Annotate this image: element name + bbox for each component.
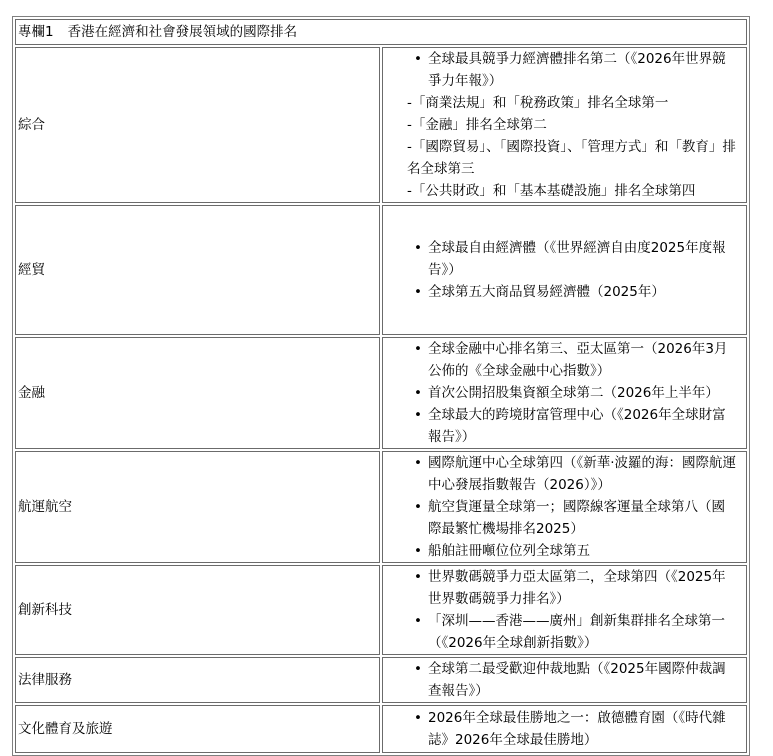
- list-item: [413, 404, 738, 448]
- item-text: -「金融」排名全球第二: [407, 117, 547, 133]
- bullet-icon: •: [414, 284, 422, 300]
- bullet-icon: •: [414, 240, 422, 256]
- list-item: [413, 540, 738, 562]
- list-item: [413, 452, 738, 496]
- bullet-icon: •: [414, 385, 422, 401]
- table-row: [15, 451, 747, 563]
- caption-label: 專欄1: [18, 24, 54, 40]
- list-item: [413, 237, 738, 281]
- category-cell: 創新科技: [15, 565, 380, 655]
- item-text: -「公共財政」和「基本基礎設施」排名全球第四: [407, 183, 696, 199]
- list-item: [407, 92, 738, 114]
- content-cell: [382, 657, 747, 703]
- list-item: [413, 658, 738, 702]
- content-cell: [382, 705, 747, 753]
- list-item: [413, 566, 738, 610]
- bullet-icon: •: [414, 51, 422, 67]
- list-item: [413, 48, 738, 92]
- list-item: [407, 136, 738, 180]
- list-item: [413, 610, 738, 654]
- content-cell: [382, 565, 747, 655]
- category-cell: 航運航空: [15, 451, 380, 563]
- table-row: [15, 337, 747, 449]
- content-cell: [382, 47, 747, 203]
- item-text: 2026年全球最佳勝地之一：啟德體育園（《時代雜誌》2026年全球最佳勝地）: [428, 710, 726, 748]
- item-text: 全球第五大商品貿易經濟體（2025年）: [428, 284, 665, 300]
- bullet-icon: •: [414, 710, 422, 726]
- table-caption: [15, 19, 747, 45]
- category-cell: 文化體育及旅遊: [15, 705, 380, 753]
- item-text: 航空貨運量全球第一；國際線客運量全球第八（國際最繁忙機場排名2025）: [428, 499, 725, 537]
- list-item: [413, 707, 738, 751]
- item-text: 全球金融中心排名第三、亞太區第一（2026年3月公佈的《全球金融中心指數》）: [428, 341, 728, 379]
- table-row: [15, 205, 747, 335]
- bullet-icon: •: [414, 341, 422, 357]
- item-text: 世界數碼競爭力亞太區第二，全球第四（《2025年世界數碼競爭力排名》）: [428, 569, 726, 607]
- item-text: 全球最大的跨境財富管理中心（《2026年全球財富報告》）: [428, 407, 726, 445]
- item-text: -「國際貿易」、「國際投資」、「管理方式」和「教育」排名全球第三: [407, 139, 736, 177]
- ranking-table: [12, 16, 750, 756]
- item-text: 全球第二最受歡迎仲裁地點（《2025年國際仲裁調查報告》）: [428, 661, 726, 699]
- item-text: 全球最自由經濟體（《世界經濟自由度2025年度報告》）: [428, 240, 726, 278]
- caption-title: 香港在經濟和社會發展領域的國際排名: [67, 24, 298, 40]
- table-row: [15, 657, 747, 703]
- bullet-icon: •: [414, 407, 422, 423]
- item-text: 「深圳——香港——廣州」創新集群排名全球第一（《2026年全球創新指數》）: [428, 613, 725, 651]
- category-cell: 綜合: [15, 47, 380, 203]
- bullet-icon: •: [414, 661, 422, 677]
- item-text: 國際航運中心全球第四（《新華·波羅的海：國際航運中心發展指數報告（2026）》）: [428, 455, 737, 493]
- table-row: [15, 705, 747, 753]
- bullet-icon: •: [414, 613, 422, 629]
- list-item: [413, 382, 738, 404]
- item-text: 船舶註冊噸位位列全球第五: [428, 543, 590, 559]
- list-item: [413, 338, 738, 382]
- caption-row: [15, 19, 747, 45]
- bullet-icon: •: [414, 499, 422, 515]
- content-cell: [382, 205, 747, 335]
- bullet-icon: •: [414, 543, 422, 559]
- table-row: [15, 47, 747, 203]
- category-cell: 法律服務: [15, 657, 380, 703]
- bullet-icon: •: [414, 569, 422, 585]
- list-item: [413, 496, 738, 540]
- content-cell: [382, 337, 747, 449]
- ranking-table-frame: [12, 16, 750, 756]
- list-item: [407, 114, 738, 136]
- bullet-icon: •: [414, 455, 422, 471]
- item-text: -「商業法規」和「稅務政策」排名全球第一: [407, 95, 669, 111]
- category-cell: 金融: [15, 337, 380, 449]
- category-cell: 經貿: [15, 205, 380, 335]
- item-text: 首次公開招股集資額全球第二（2026年上半年）: [428, 385, 719, 401]
- table-row: [15, 565, 747, 655]
- list-item: [407, 180, 738, 202]
- list-item: [413, 281, 738, 303]
- item-text: 全球最具競爭力經濟體排名第二（《2026年世界競爭力年報》）: [428, 51, 726, 89]
- content-cell: [382, 451, 747, 563]
